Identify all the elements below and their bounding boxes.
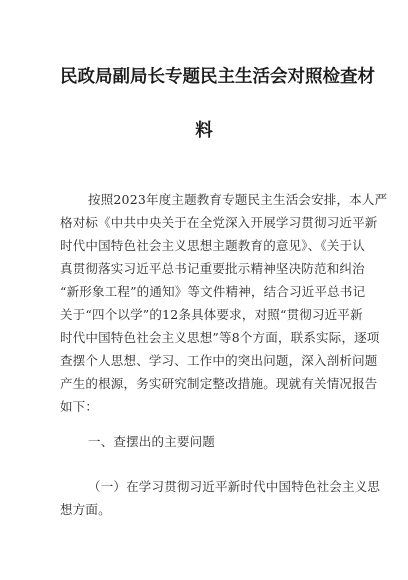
document-title-line1: 民政局副局长专题民主生活会对照检查材 <box>60 67 375 87</box>
subsection1-line: （一）在学习贯彻习近平新时代中国特色社会主义思 <box>88 479 381 494</box>
subsection1-line: 想方面。 <box>60 502 111 517</box>
paragraph1-line: 查摆个人思想、学习、工作中的突出问题，深入剖析问题 <box>60 353 378 368</box>
document-title-line2: 料 <box>195 121 213 141</box>
paragraph1-line: 时代中国特色社会主义思想”等8个方面，联系实际，逐项 <box>60 330 380 345</box>
paragraph1-line: 真贯彻落实习近平总书记重要批示精神坚决防范和纠治 <box>60 261 365 276</box>
paragraph1-line: 产生的根源，务实研究制定整改措施。现就有关情况报告 <box>60 376 378 391</box>
paragraph1-line: 关于“四个以学”的12条具体要求，对照“贯彻习近平新 <box>60 307 363 322</box>
paragraph1-line: 格对标《中共中央关于在全党深入开展学习贯彻习近平新 <box>60 215 378 230</box>
paragraph1-line: “新形象工程”的通知》等文件精神，结合习近平总书记 <box>60 284 366 299</box>
section1-heading: 一、查摆出的主要问题 <box>88 434 216 449</box>
paragraph1-line: 按照2023年度主题教育专题民主生活会安排，本人严 <box>88 192 388 207</box>
paragraph1-line: 如下： <box>60 399 99 414</box>
paragraph1-line: 时代中国特色社会主义思想主题教育的意见》、《关于认 <box>60 238 366 253</box>
